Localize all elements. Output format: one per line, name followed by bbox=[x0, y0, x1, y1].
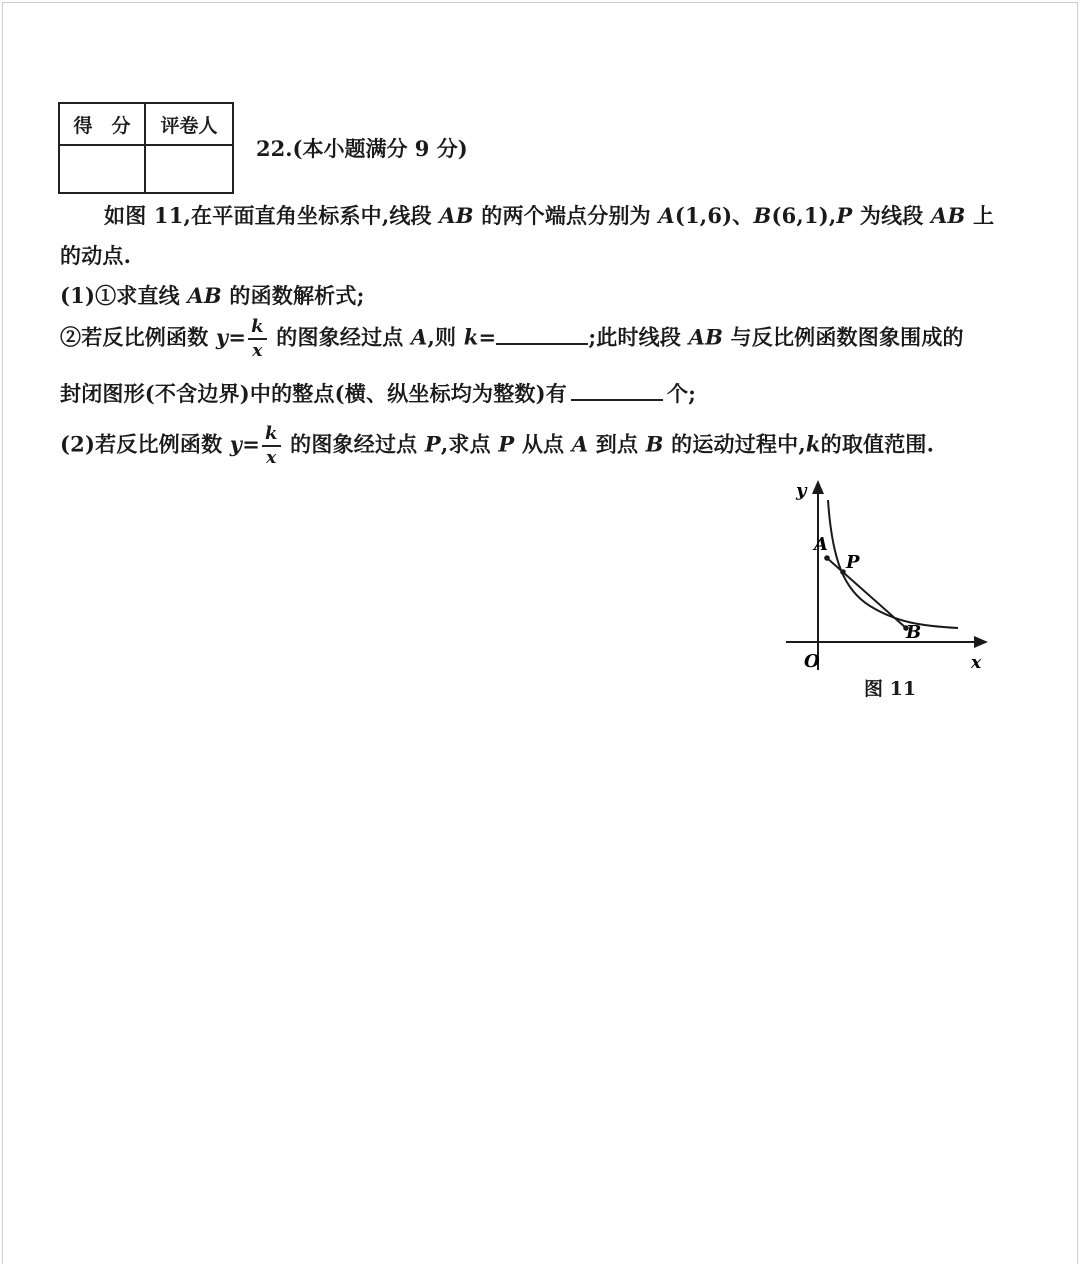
point-p bbox=[840, 569, 846, 575]
figure-11 bbox=[780, 470, 1000, 670]
x-axis-arrow bbox=[974, 636, 988, 648]
label-a: A bbox=[814, 534, 828, 555]
part1b-line-2: 封闭图形(不含边界)中的整点(横、纵坐标均为整数)有 个; bbox=[60, 381, 697, 406]
point-a bbox=[824, 555, 830, 561]
intro-line-2: 的动点. bbox=[60, 243, 132, 268]
score-cell[interactable] bbox=[59, 145, 145, 193]
y-axis-arrow bbox=[812, 480, 824, 494]
figure-caption: 图 11 bbox=[864, 678, 917, 700]
label-y: y bbox=[796, 480, 807, 501]
fraction-k-over-x: $\frac{k}{x}$ bbox=[248, 318, 267, 360]
label-origin: O bbox=[804, 651, 820, 670]
score-table bbox=[58, 102, 234, 194]
grader-cell[interactable] bbox=[145, 145, 233, 193]
intro-line-1: 如图 11,在平面直角坐标系中,线段 AB 的两个端点分别为 A(1,6)、B(6,1),P 为线段 AB 上 bbox=[104, 203, 995, 228]
label-b: B bbox=[906, 622, 922, 643]
question-title: 22.(本小题满分 9 分) bbox=[256, 136, 468, 161]
k-answer-blank[interactable] bbox=[496, 325, 588, 345]
fraction-k-over-x-2: $\frac{k}{x}$ bbox=[262, 425, 281, 467]
score-header: 得 分 bbox=[59, 103, 145, 145]
part1a-line: (1)①求直线 AB 的函数解析式; bbox=[60, 283, 365, 308]
part2-line: (2)若反比例函数 y= $\frac{k}{x}$ 的图象经过点 P,求点 P 从点 A 到点 B 的运动过程中,k的取值范围. bbox=[60, 423, 935, 468]
grader-header: 评卷人 bbox=[145, 103, 233, 145]
segment-ab bbox=[827, 558, 906, 628]
lattice-count-blank[interactable] bbox=[571, 381, 663, 401]
part1b-line-1: ②若反比例函数 y= $\frac{k}{x}$ 的图象经过点 A,则 k= ;此时线段 AB 与反比例函数图象围成的 bbox=[60, 316, 964, 361]
label-x: x bbox=[971, 653, 982, 670]
label-p: P bbox=[846, 552, 860, 573]
